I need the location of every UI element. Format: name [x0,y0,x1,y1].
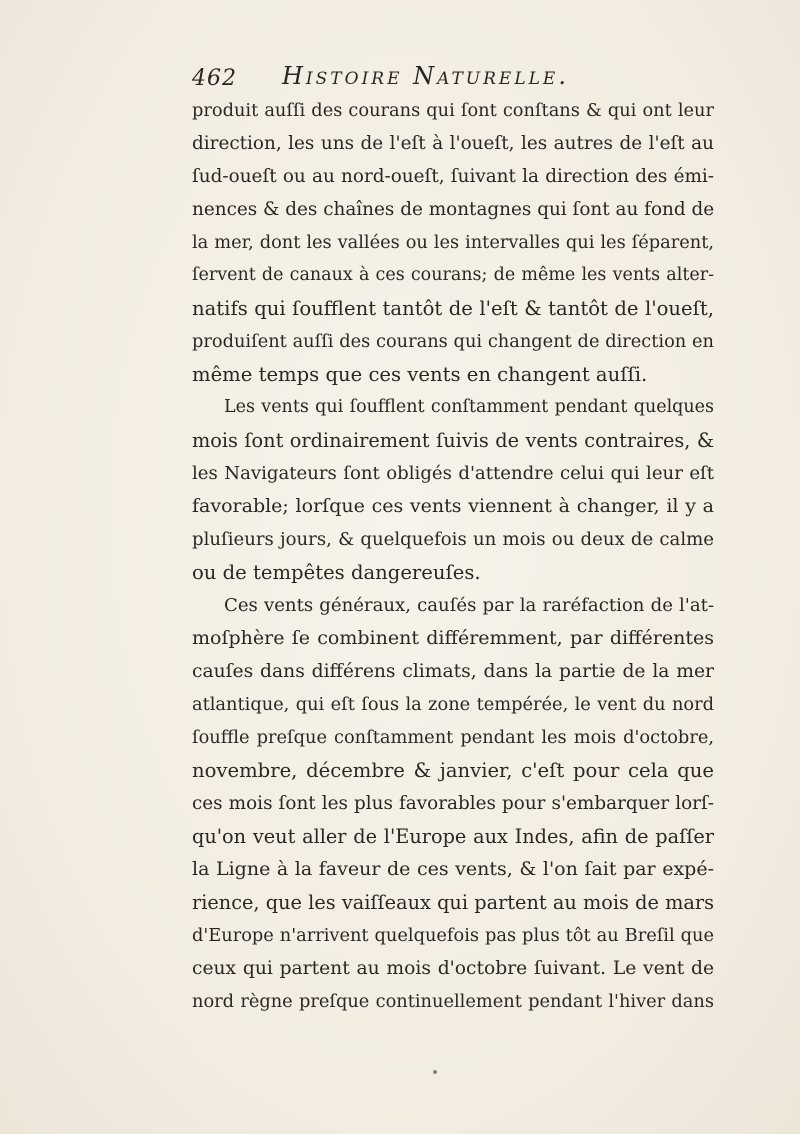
text-line: cauſes dans différens climats, dans la partie de la mer [192,661,714,682]
text-line: pluſieurs jours, & quelquefois un mois ou deux de calme [192,529,714,550]
text-line: d'Europe n'arrivent quelquefois pas plus tôt au Breſil que [192,925,714,946]
text-line: Les vents qui ſoufflent conſtamment pendant quelques [224,397,714,417]
page-number: 462 [192,66,237,91]
text-line: rience, que les vaiſſeaux qui partent au mois de mars [192,891,714,914]
text-line: Ces vents généraux, cauſés par la raréfaction de l'at- [224,595,714,616]
text-line: les Navigateurs ſont obligés d'attendre celui qui leur eſt [192,463,714,484]
text-line: direction, les uns de l'eſt à l'oueſt, les autres de l'eſt au [192,133,714,154]
text-line: moſphère ſe combinent différemment, par différentes [192,627,714,649]
text-line: mois ſont ordinairement ſuivis de vents contraires, & [192,429,714,452]
text-line: qu'on veut aller de l'Europe aux Indes, afin de paſſer [192,825,714,848]
text-line: favorable; lorſque ces vents viennent à changer, il y a [192,495,714,517]
text-line: ſouffle preſque conſtamment pendant les mois d'octobre, [192,727,714,748]
paper-speck [433,1070,437,1074]
text-line: nences & des chaînes de montagnes qui ſont au fond de [192,199,714,220]
text-line: ces mois ſont les plus favorables pour s'embarquer lorſ- [192,793,714,814]
text-line: la Ligne à la faveur de ces vents, & l'on ſait par expé- [192,858,714,880]
text-line: produiſent auſſi des courans qui changent de direction en [192,331,714,352]
text-line: ſervent de canaux à ces courans; de même les vents alter- [192,265,714,285]
text-line: ſud-oueſt ou au nord-oueſt, ſuivant la direction des émi- [192,166,714,187]
text-line: même temps que ces vents en changent auſſi. [192,363,648,386]
text-line: la mer, dont les vallées ou les intervalles qui les ſéparent, [192,232,714,253]
text-line: atlantique, qui eſt ſous la zone tempérée, le vent du nord [192,694,714,715]
text-line: ceux qui partent au mois d'octobre ſuivant. Le vent de [192,958,714,979]
body-text [192,94,714,1018]
text-line: ou de tempêtes dangereuſes. [192,561,481,584]
running-head: Histoire Naturelle. [282,62,569,90]
text-line: natifs qui ſoufflent tantôt de l'eſt & tantôt de l'oueſt, [192,297,714,320]
text-line: novembre, décembre & janvier, c'eſt pour cela que [192,759,714,782]
text-line: produit auſſi des courans qui ſont conſtans & qui ont leur [192,100,714,121]
text-line: nord règne preſque continuellement pendant l'hiver dans [192,991,714,1012]
